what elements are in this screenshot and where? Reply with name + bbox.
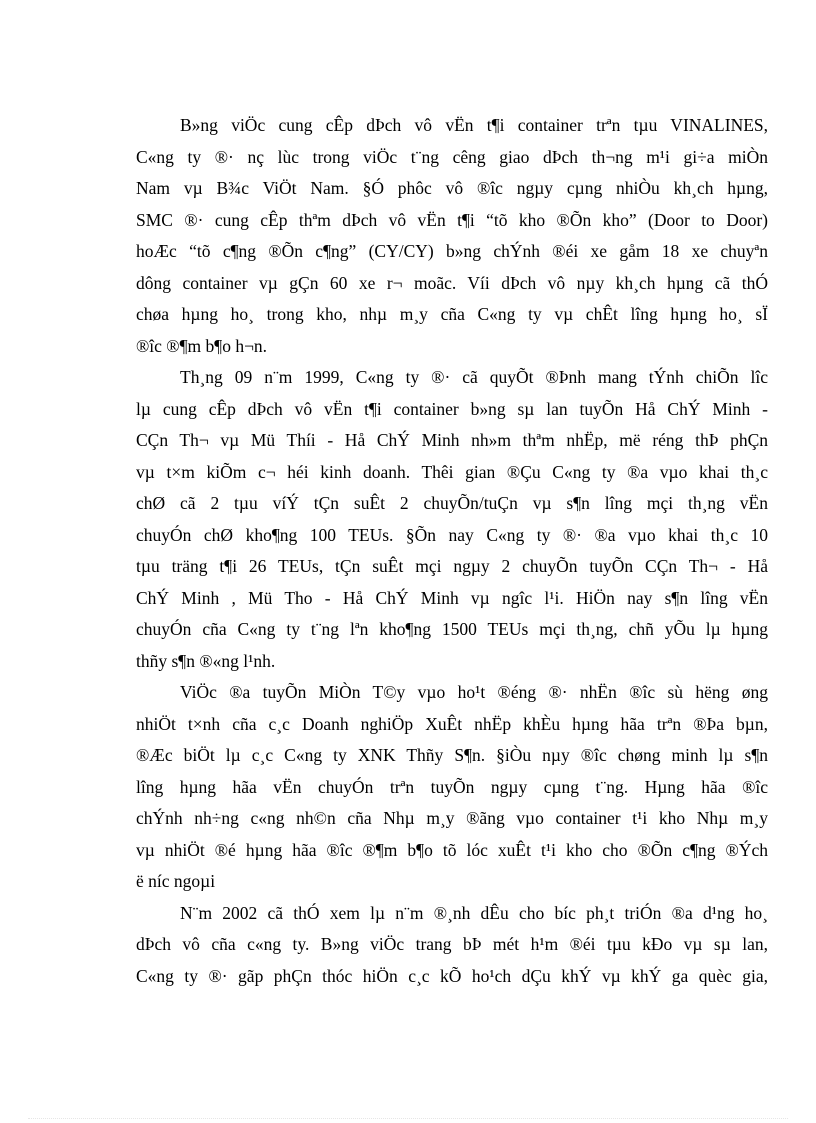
text-line: chøa hµng ho¸ trong kho, nhµ m¸y cña C«ng ty vµ chÊt lîng hµng ho¸ sÏ: [136, 304, 768, 324]
text-line: tµu träng t¶i 26 TEUs, tÇn suÊt mçi ngµy 2 chuyÕn tuyÕn CÇn Th¬ - Hå: [136, 556, 768, 576]
text-line: chÝnh nh÷ng c«ng nh©n cña Nhµ m¸y ®ãng vµo container t¹i kho Nhµ m¸y: [136, 808, 768, 828]
text-line: C«ng ty ®· nç lùc trong viÖc t¨ng cêng giao dÞch th¬ng m¹i gi÷a miÒn: [136, 146, 768, 167]
text-line: hoÆc “tõ c¶ng ®Õn c¶ng” (CY/CY) b»ng chÝnh ®éi xe gåm 18 xe chuyªn: [136, 241, 768, 261]
page-bottom-rule: [28, 1118, 788, 1119]
text-line: B»ng viÖc cung cÊp dÞch vô vËn t¶i container trªn tµu VINALINES,: [180, 115, 768, 135]
text-line: Nam vµ B¾c ViÖt Nam. §Ó phôc vô ®îc ngµy cµng nhiÒu kh¸ch hµng,: [136, 178, 768, 198]
text-line: ®Æc biÖt lµ c¸c C«ng ty XNK Thñy S¶n. §iÒu nµy ®îc chøng minh lµ s¶n: [136, 745, 768, 765]
paragraph-3: [136, 677, 768, 898]
text-line: chuyÓn chØ kho¶ng 100 TEUs. §Õn nay C«ng ty ®· ®a vµo khai th¸c 10: [136, 524, 768, 545]
text-line: lîng hµng hãa vËn chuyÓn trªn tuyÕn ngµy cµng t¨ng. Hµng hãa ®îc: [136, 776, 768, 797]
text-line: ChÝ Minh , Mü Tho - Hå ChÝ Minh vµ ngîc l¹i. HiÖn nay s¶n lîng vËn: [136, 587, 768, 608]
text-line: chØ cã 2 tµu víÝ tÇn suÊt 2 chuyÕn/tuÇn vµ s¶n lîng mçi th¸ng vËn: [136, 493, 768, 513]
paragraph-1: [136, 110, 768, 362]
text-line: N¨m 2002 cã thÓ xem lµ n¨m ®¸nh dÊu cho bíc ph¸t triÓn ®a d¹ng ho¸: [180, 902, 768, 923]
text-line: ®îc ®¶m b¶o h¬n.: [136, 335, 268, 356]
text-line: vµ nhiÖt ®é hµng hãa ®îc ®¶m b¶o tõ lóc xuÊt t¹i kho cho ®Õn c¶ng ®Ých: [136, 839, 768, 860]
text-line: Th¸ng 09 n¨m 1999, C«ng ty ®· cã quyÕt ®Þnh mang tÝnh chiÕn lîc: [180, 367, 768, 387]
text-line: ViÖc ®a tuyÕn MiÒn T©y vµo ho¹t ®éng ®· nhËn ®îc sù hëng øng: [180, 682, 768, 702]
text-line: thñy s¶n ®«ng l¹nh.: [136, 650, 276, 671]
document-body: [136, 110, 768, 992]
text-line: ë níc ngoµi: [136, 871, 216, 891]
text-line: nhiÖt t×nh cña c¸c Doanh nghiÖp XuÊt nhËp khÈu hµng hãa trªn ®Þa bµn,: [136, 713, 768, 734]
text-line: dông container vµ gÇn 60 xe r¬ moãc. Víi dÞch vô nµy kh¸ch hµng cã thÓ: [136, 272, 768, 293]
text-line: SMC ®· cung cÊp thªm dÞch vô vËn t¶i “tõ kho ®Õn kho” (Door to Door): [136, 209, 768, 230]
paragraph-4: [136, 898, 768, 993]
text-line: CÇn Th¬ vµ Mü Thíi - Hå ChÝ Minh nh»m thªm nhËp, më réng thÞ phÇn: [136, 430, 768, 450]
text-line: vµ t×m kiÕm c¬ héi kinh doanh. Thêi gian ®Çu C«ng ty ®a vµo khai th¸c: [136, 461, 768, 482]
paragraph-2: [136, 362, 768, 677]
text-line: chuyÓn cña C«ng ty t¨ng lªn kho¶ng 1500 TEUs mçi th¸ng, chñ yÕu lµ hµng: [136, 619, 768, 639]
text-line: lµ cung cÊp dÞch vô vËn t¶i container b»ng sµ lan tuyÕn Hå ChÝ Minh -: [136, 398, 768, 419]
text-line: C«ng ty ®· gãp phÇn thóc hiÖn c¸c kÕ ho¹ch dÇu khÝ vµ khÝ ga quèc gia,: [136, 965, 768, 986]
text-line: dÞch vô cña c«ng ty. B»ng viÖc trang bÞ mét h¹m ®éi tµu kÐo vµ sµ lan,: [136, 934, 768, 954]
